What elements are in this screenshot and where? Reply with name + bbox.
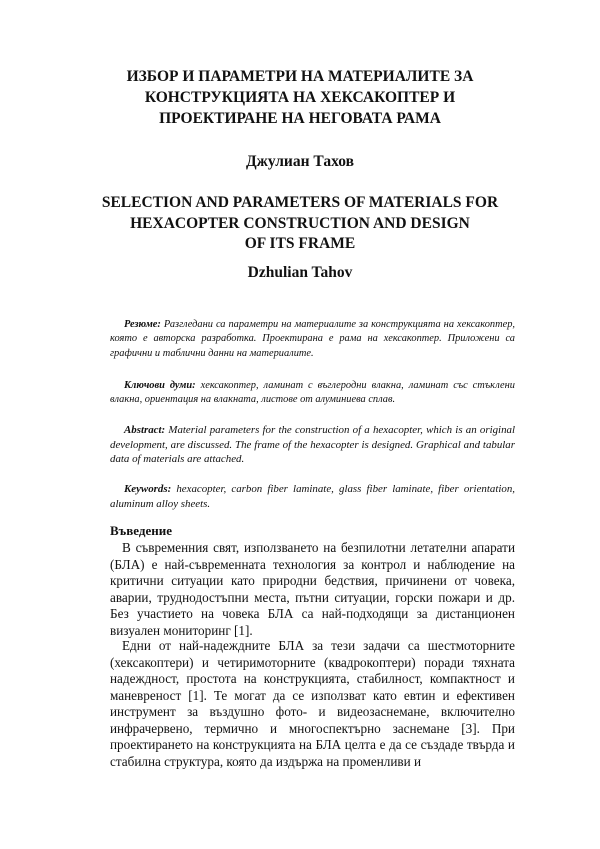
abstract-label: Abstract: bbox=[124, 424, 166, 436]
english-keywords bbox=[110, 482, 515, 511]
bulgarian-title-line: КОНСТРУКЦИЯТА НА ХЕКСАКОПТЕР И bbox=[144, 89, 456, 106]
bulgarian-author: Джулиан Тахов bbox=[245, 153, 355, 170]
summary-label: Резюме: bbox=[124, 319, 161, 330]
introduction-heading: Въведение bbox=[110, 523, 172, 538]
english-title-line: OF ITS FRAME bbox=[244, 235, 356, 252]
introduction-paragraph: В съвременния свят, използването на безпилотни летателни апарати (БЛА) е най-съвременната технология за контрол и наблюдение на критични ситуации като природни бедствия, причинени от човека, аварии, труднодостъпни места, пътни ситуации, горски пожари и др. Без участието на човека БЛА са най-подходящи за дистанционен визуален мониторинг [1]. bbox=[110, 540, 515, 638]
english-title bbox=[60, 193, 540, 255]
abstract-text: Material parameters for the construction of a hexacopter, which is an original development, are discussed. The frame of the hexacopter is designed. Graphical and tabular data of materials are attached. bbox=[110, 424, 515, 466]
keywords-text: хексакоптер, ламинат с въглеродни влакна, ламинат със стъклени влакна, ориентация на влакната, листове от алуминиева сплав. bbox=[110, 380, 515, 406]
english-title-line: HEXACOPTER CONSTRUCTION AND DESIGN bbox=[130, 214, 470, 232]
keywords-label: Keywords: bbox=[124, 483, 172, 495]
bulgarian-title-line: ИЗБОР И ПАРАМЕТРИ НА МАТЕРИАЛИТЕ ЗА bbox=[126, 68, 474, 85]
bulgarian-keywords bbox=[110, 379, 515, 408]
english-abstract bbox=[110, 423, 515, 467]
keywords-label: Ключови думи: bbox=[124, 380, 196, 391]
bulgarian-summary bbox=[110, 318, 515, 361]
english-title-line: SELECTION AND PARAMETERS OF MATERIALS FOR bbox=[101, 194, 499, 211]
introduction-paragraph: Едни от най-надеждните БЛА за тези задачи са шестмоторните (хексакоптери) и четиримоторните (квадрокоптери) поради тяхната надеждност, простота на конструкцията, стабилност, компактност и маневреност [1]. Те могат да се използват като евтин и ефективен инструмент за въздушно фото- и видеозаснемане, включително инфрачервено, термично и многоспектърно заснемане [3]. При проектирането на конструкцията на БЛА целта е да се създаде твърда и стабилна структура, която да издържа на променливи и bbox=[110, 638, 515, 769]
summary-text: Разгледани са параметри на материалите за конструкцията на хексакоптер, която е авторска разработка. Проектирана е рама на хексакоптер. Приложени са графични и таблични данни на материалите. bbox=[110, 319, 515, 359]
english-author: Dzhulian Tahov bbox=[247, 264, 353, 281]
bulgarian-title-line: ПРОЕКТИРАНЕ НА НЕГОВАТА РАМА bbox=[159, 110, 441, 127]
keywords-text: hexacopter, carbon fiber laminate, glass fiber laminate, fiber orientation, aluminum alloy sheets. bbox=[110, 483, 515, 510]
bulgarian-title bbox=[60, 66, 540, 129]
